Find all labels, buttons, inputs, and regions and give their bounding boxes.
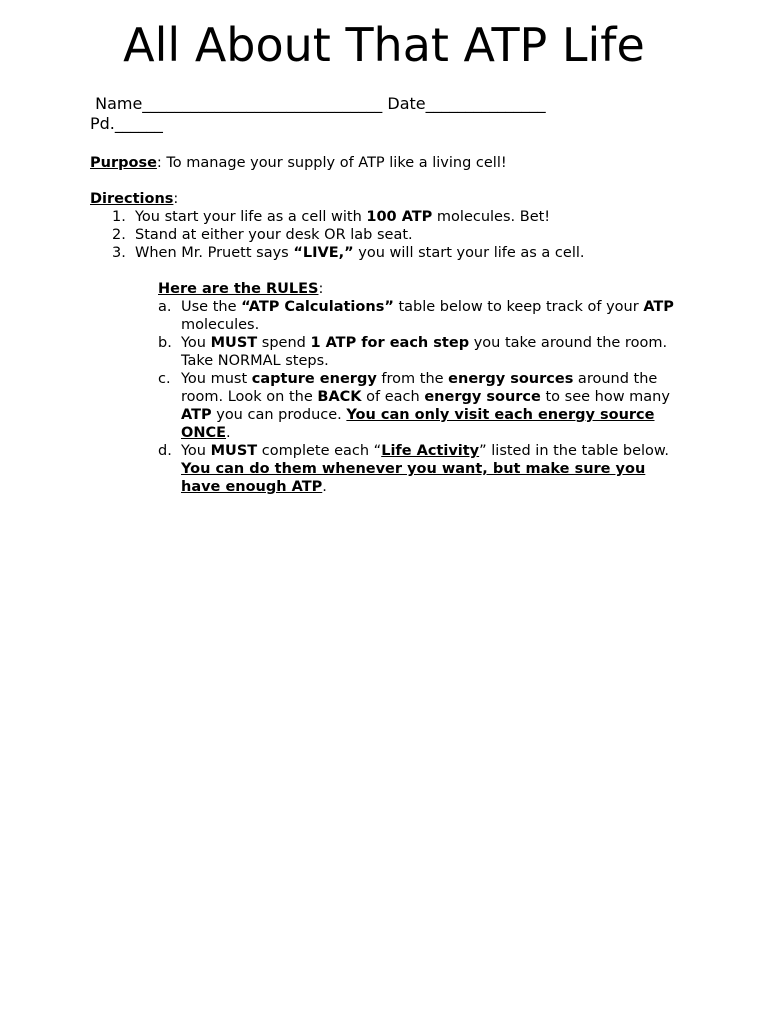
rules-section (158, 280, 688, 496)
rule-text: . (322, 479, 327, 495)
rule-text: of each (361, 389, 425, 405)
rules-list (158, 298, 688, 496)
direction-text: When Mr. Pruett says (135, 245, 294, 261)
rule-bold: ATP (643, 299, 674, 315)
date-blank: _______________ (425, 94, 546, 113)
rule-item (158, 334, 688, 370)
rule-text: You (181, 335, 211, 351)
rule-bold: energy sources (448, 371, 574, 387)
name-blank: ______________________________ (142, 94, 383, 113)
name-date-line (90, 94, 546, 114)
rule-text: molecules. (181, 317, 260, 333)
purpose-label: Purpose (90, 155, 157, 171)
rule-bold: “ATP Calculations” (241, 299, 394, 315)
direction-item (90, 208, 585, 226)
rule-item (158, 298, 688, 334)
rule-letter: c. (158, 371, 171, 387)
direction-text: molecules. Bet! (432, 209, 551, 225)
rules-colon: : (318, 281, 324, 297)
rules-heading-label: Here are the RULES (158, 281, 319, 297)
rule-text: You must (181, 371, 252, 387)
rules-heading (158, 280, 688, 298)
direction-number: 1. (112, 209, 126, 225)
rule-text: around the room. Look on the (181, 371, 658, 405)
period-blank: ______ (114, 114, 163, 133)
rule-text: You (181, 443, 211, 459)
rule-bold: MUST (210, 335, 258, 351)
direction-bold: 100 ATP (366, 209, 433, 225)
rule-item (158, 370, 688, 442)
rule-letter: b. (158, 335, 172, 351)
page-title: All About That ATP Life (123, 18, 645, 72)
rule-text: you take around the room. Take NORMAL steps. (181, 335, 668, 369)
period-label: Pd. (90, 114, 115, 133)
directions-colon: : (173, 191, 179, 207)
direction-bold: “LIVE,” (293, 245, 354, 261)
rule-text: . (226, 425, 231, 441)
rule-text: table below to keep track of your (393, 299, 644, 315)
rule-emphasis: Life Activity (381, 443, 480, 459)
rule-bold: ATP (181, 407, 212, 423)
rule-text: you can produce. (211, 407, 347, 423)
rule-text: from the (376, 371, 449, 387)
rule-text: spend (257, 335, 311, 351)
rule-bold: MUST (210, 443, 258, 459)
rule-text: complete each “ (257, 443, 382, 459)
direction-text: Stand at either your desk OR lab seat. (135, 227, 413, 243)
purpose-text: : To manage your supply of ATP like a living cell! (156, 155, 507, 171)
rule-item (158, 442, 688, 496)
rule-text: ” listed in the table below. (479, 443, 670, 459)
rule-bold: capture energy (251, 371, 377, 387)
direction-text: you will start your life as a cell. (353, 245, 585, 261)
rule-emphasis: You can do them whenever you want, but make sure you have enough ATP (181, 461, 646, 495)
rule-text: to see how many (540, 389, 670, 405)
date-label: Date (387, 94, 426, 113)
rule-text: Use the (181, 299, 242, 315)
direction-number: 3. (112, 245, 126, 261)
rule-bold: BACK (317, 389, 362, 405)
rule-bold: energy source (424, 389, 541, 405)
name-label: Name (95, 94, 143, 113)
direction-item (90, 244, 585, 262)
period-line (90, 114, 546, 134)
directions-list (90, 208, 585, 262)
directions-heading (90, 190, 585, 208)
directions-label: Directions (90, 191, 174, 207)
rule-bold: 1 ATP for each step (310, 335, 470, 351)
rule-letter: a. (158, 299, 172, 315)
directions-section (90, 190, 585, 262)
student-info (90, 94, 546, 134)
direction-item (90, 226, 585, 244)
purpose-section (90, 154, 507, 172)
rule-letter: d. (158, 443, 172, 459)
rule-emphasis: You can only visit each energy source ONCE (181, 407, 655, 441)
direction-text: You start your life as a cell with (135, 209, 367, 225)
direction-number: 2. (112, 227, 126, 243)
